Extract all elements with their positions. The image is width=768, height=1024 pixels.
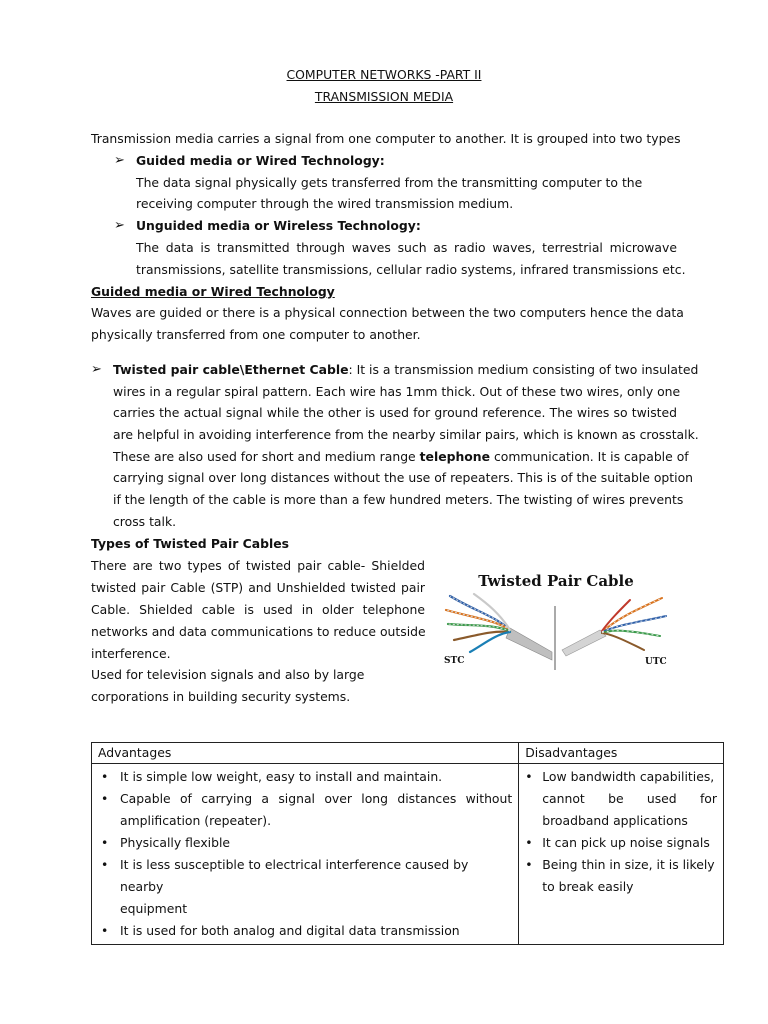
disadvantages-list [519, 764, 723, 900]
twisted-pair-text: These are also used for short and medium range [113, 449, 420, 464]
list-item: • It is used for both analog and digital data transmission [101, 920, 512, 942]
bullet-icon: • [101, 835, 109, 850]
types-of-tp-heading: Types of Twisted Pair Cables [91, 536, 290, 551]
types-of-tp-line: There are two types of twisted pair cable- Shielded [91, 558, 425, 573]
figure-label-stc: STC [444, 656, 465, 666]
disadvantages-cell [519, 764, 724, 945]
type-heading-unguided: Unguided media or Wireless Technology: [136, 218, 421, 233]
type-heading-guided: Guided media or Wired Technology: [136, 153, 385, 168]
header-advantages: Advantages [92, 743, 519, 764]
doc-subtitle: TRANSMISSION MEDIA [314, 89, 454, 104]
type-text-line: receiving computer through the wired transmission medium. [136, 196, 514, 211]
type-text-line: transmissions, satellite transmissions, cellular radio systems, infrared transmissions etc. [136, 262, 686, 277]
types-of-tp-line: twisted pair Cable (STP) and Unshielded twisted pair [91, 580, 425, 595]
twisted-pair-line: if the length of the cable is more than a few hundred meters. The twisting of wires prevents [113, 492, 684, 507]
twisted-pair-line [113, 449, 689, 465]
section-text-line: physically transferred from one computer to another. [91, 327, 421, 342]
twisted-pair-line: carrying signal over long distances without the use of repeaters. This is of the suitable option [113, 470, 694, 485]
types-of-tp-line: interference. [91, 646, 171, 661]
types-of-tp-line: Used for television signals and also by large [91, 667, 365, 682]
twisted-pair-line [113, 362, 699, 378]
twisted-pair-text: : It is a transmission medium consisting of two insulated [348, 362, 699, 377]
list-item: • It is simple low weight, easy to install and maintain. [101, 766, 512, 788]
twisted-pair-text: communication. It is capable of [490, 449, 689, 464]
type-text-line: The data signal physically gets transferred from the transmitting computer to the [136, 175, 643, 190]
advantages-table [91, 742, 724, 945]
arrow-bullet-icon: ➢ [114, 218, 125, 233]
twisted-pair-line: wires in a regular spiral pattern. Each wire has 1mm thick. Out of these two wires, only one [113, 384, 681, 399]
list-item: • Physically flexible [101, 832, 512, 854]
telephone-bold: telephone [419, 449, 491, 464]
list-item: • Being thin in size, it is likely to break easily [525, 854, 717, 898]
twisted-pair-line: are helpful in avoiding interference from the nearby similar pairs, which is known as crosstalk. [113, 427, 699, 442]
bullet-icon: • [525, 769, 533, 784]
arrow-bullet-icon: ➢ [114, 153, 125, 168]
doc-title: COMPUTER NETWORKS -PART II [286, 67, 482, 82]
figure-label-utc: UTC [645, 657, 667, 667]
bullet-icon: • [525, 857, 533, 872]
section-heading-guided: Guided media or Wired Technology [91, 284, 335, 299]
bullet-icon: • [101, 769, 109, 784]
list-item: • It can pick up noise signals [525, 832, 717, 854]
types-of-tp-line: corporations in building security systems. [91, 689, 351, 704]
twisted-pair-line: cross talk. [113, 514, 177, 529]
figure-title: Twisted Pair Cable [478, 572, 634, 590]
bullet-icon: • [101, 857, 109, 872]
type-text-line: The data is transmitted through waves such as radio waves, terrestrial microwave [136, 240, 677, 255]
twisted-pair-line: carries the actual signal while the other is used for ground reference. The wires so twisted [113, 405, 677, 420]
list-item: • Low bandwidth capabilities, cannot be used for broadband applications [525, 766, 717, 832]
section-text-line: Waves are guided or there is a physical connection between the two computers hence the data [91, 305, 684, 320]
bullet-icon: • [525, 835, 533, 850]
types-of-tp-line: networks and data communications to reduce outside [91, 624, 426, 639]
types-of-tp-line: Cable. Shielded cable is used in older telephone [91, 602, 425, 617]
table-header-row [92, 743, 724, 764]
twisted-pair-cable-figure [440, 566, 672, 672]
header-disadvantages: Disadvantages [519, 743, 724, 764]
arrow-bullet-icon: ➢ [91, 362, 102, 377]
advantages-cell [92, 764, 519, 945]
twisted-pair-label: Twisted pair cable\Ethernet Cable [113, 362, 349, 377]
bullet-icon: • [101, 791, 109, 806]
intro-paragraph: Transmission media carries a signal from one computer to another. It is grouped into two types [91, 131, 681, 146]
list-item: • It is less susceptible to electrical interference caused by nearby equipment [101, 854, 512, 920]
advantages-list [92, 764, 518, 944]
table-row [92, 764, 724, 945]
list-item: • Capable of carrying a signal over long distances without amplification (repeater). [101, 788, 512, 832]
twisted-pair-cable-illustration [440, 566, 672, 672]
bullet-icon: • [101, 923, 109, 938]
